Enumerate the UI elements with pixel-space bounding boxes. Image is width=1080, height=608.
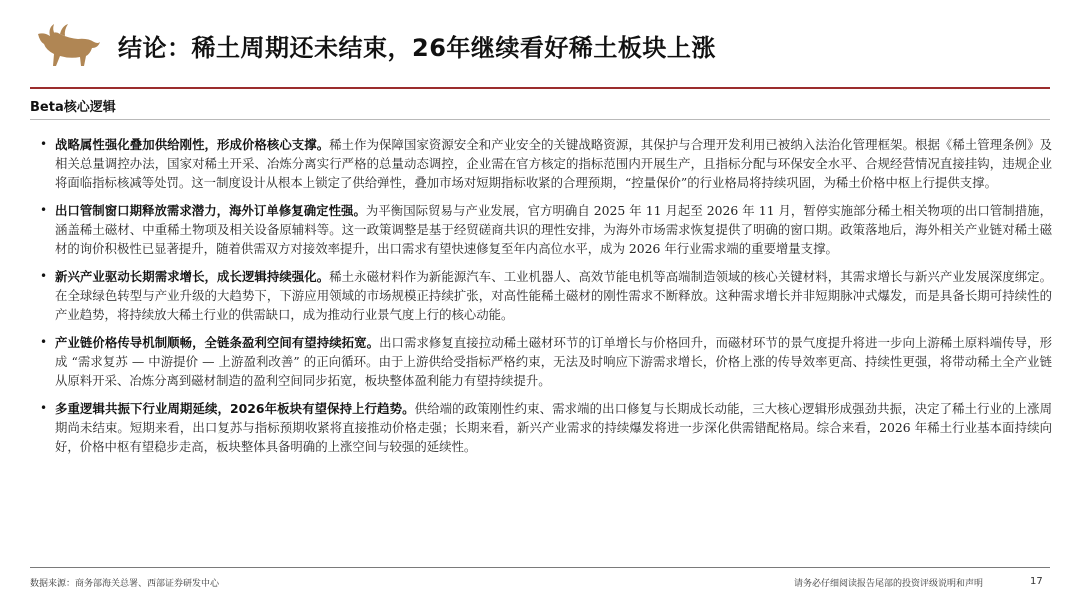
bullet-body: 为平衡国际贸易与产业发展，官方明确自 2025 年 11 月起至 2026 年 11 月，暂停实施部分稀土相关物项的出口管制措施，涵盖稀土磁材、中重稀土物项及相关设备原辅料等。这一政策调整是基于经贸磋商共识的理性安排，为海外市场需求恢复提供了明确的窗口期。政策落地后，海外相关产业链对稀土磁材的询价积极性已显著提升，随着供需双方对接效率提升，出口需求有望快速修复至年内高位水平，成为 2026 年行业需求端的重要增量支撑。 <box>55 203 1053 256</box>
bullet-body: 出口需求修复直接拉动稀土磁材环节的订单增长与价格回升，而磁材环节的景气度提升将进一步向上游稀土原料端传导，形成 “需求复苏 — 中游提价 — 上游盈利改善” 的正向循环。由于上游供给受指标严格约束，无法及时响应下游需求增长，价格上涨的传导效率更高、持续性更强，将带动稀土全产业链从原料开采、冶炼分离到磁材制造的盈利空间同步拓宽，板块整体盈利能力有望持续提升。 <box>55 335 1053 388</box>
bull-logo-icon <box>34 20 104 70</box>
bullet-lead: 产业链价格传导机制顺畅，全链条盈利空间有望持续拓宽。 <box>55 335 380 350</box>
bullet-icon: • <box>40 401 48 415</box>
bullet-body: 稀土永磁材料作为新能源汽车、工业机器人、高效节能电机等高端制造领域的核心关键材料，其需求增长与新兴产业发展深度绑定。在全球绿色转型与产业升级的大趋势下，下游应用领域的市场规模正持续扩张，对高性能稀土磁材的刚性需求不断释放。这种需求增长并非短期脉冲式爆发，而是具备长期可持续性的产业趋势，将持续放大稀土行业的供需缺口，成为推动行业景气度上行的核心动能。 <box>55 269 1053 322</box>
section-divider <box>30 119 1050 120</box>
bullet-paragraph <box>55 399 1052 456</box>
bullet-lead: 出口管制窗口期释放需求潜力，海外订单修复确定性强。 <box>55 203 366 218</box>
data-source-note: 数据来源：商务部海关总署、西部证券研发中心 <box>30 579 220 589</box>
bullet-lead: 新兴产业驱动长期需求增长，成长逻辑持续强化。 <box>55 269 330 284</box>
list-item <box>40 135 1052 192</box>
bullet-lead: 多重逻辑共振下行业周期延续，2026年板块有望保持上行趋势。 <box>55 401 415 416</box>
list-item <box>40 201 1052 258</box>
bullet-paragraph <box>55 201 1052 258</box>
bullet-paragraph <box>55 267 1052 324</box>
bullet-body: 供给端的政策刚性约束、需求端的出口修复与长期成长动能，三大核心逻辑形成强劲共振，决定了稀土行业的上涨周期尚未结束。短期来看，出口复苏与指标预期收紧将直接推动价格走强；长期来看，新兴产业需求的持续爆发将进一步深化供需错配格局。综合来看，2026 年稀土行业基本面持续向好，价格中枢有望稳步走高，板块整体具备明确的上涨空间与较强的延续性。 <box>55 401 1052 454</box>
section-heading: Beta核心逻辑 <box>30 100 116 115</box>
bullet-icon: • <box>40 269 48 283</box>
bullet-list <box>40 135 1052 465</box>
footer-divider <box>30 567 1050 568</box>
bullet-body: 稀土作为保障国家资源安全和产业安全的关键战略资源，其保护与合理开发利用已被纳入法治化管理框架。根据《稀土管理条例》及相关总量调控办法，国家对稀土开采、冶炼分离实行严格的总量动态调控，企业需在官方核定的指标范围内开展生产，且指标分配与环保安全水平、合规经营情况直接挂钩，违规企业将面临指标核减等处罚。这一制度设计从根本上锁定了供给弹性，叠加市场对短期指标收紧的合理预期，“控量保价”的行业格局将持续巩固，为稀土价格中枢上行提供支撑。 <box>55 137 1053 190</box>
bullet-paragraph <box>55 135 1052 192</box>
list-item <box>40 399 1052 456</box>
list-item <box>40 267 1052 324</box>
disclaimer-note: 请务必仔细阅读报告尾部的投资评级说明和声明 <box>794 579 984 589</box>
page-title: 结论：稀土周期还未结束，26年继续看好稀土板块上涨 <box>118 34 716 62</box>
bullet-icon: • <box>40 335 48 349</box>
page-number: 17 <box>1030 576 1043 587</box>
bullet-lead: 战略属性强化叠加供给刚性，形成价格核心支撑。 <box>55 137 330 152</box>
bullet-paragraph <box>55 333 1052 390</box>
bullet-icon: • <box>40 203 48 217</box>
list-item <box>40 333 1052 390</box>
title-divider <box>30 87 1050 89</box>
bullet-icon: • <box>40 137 48 151</box>
